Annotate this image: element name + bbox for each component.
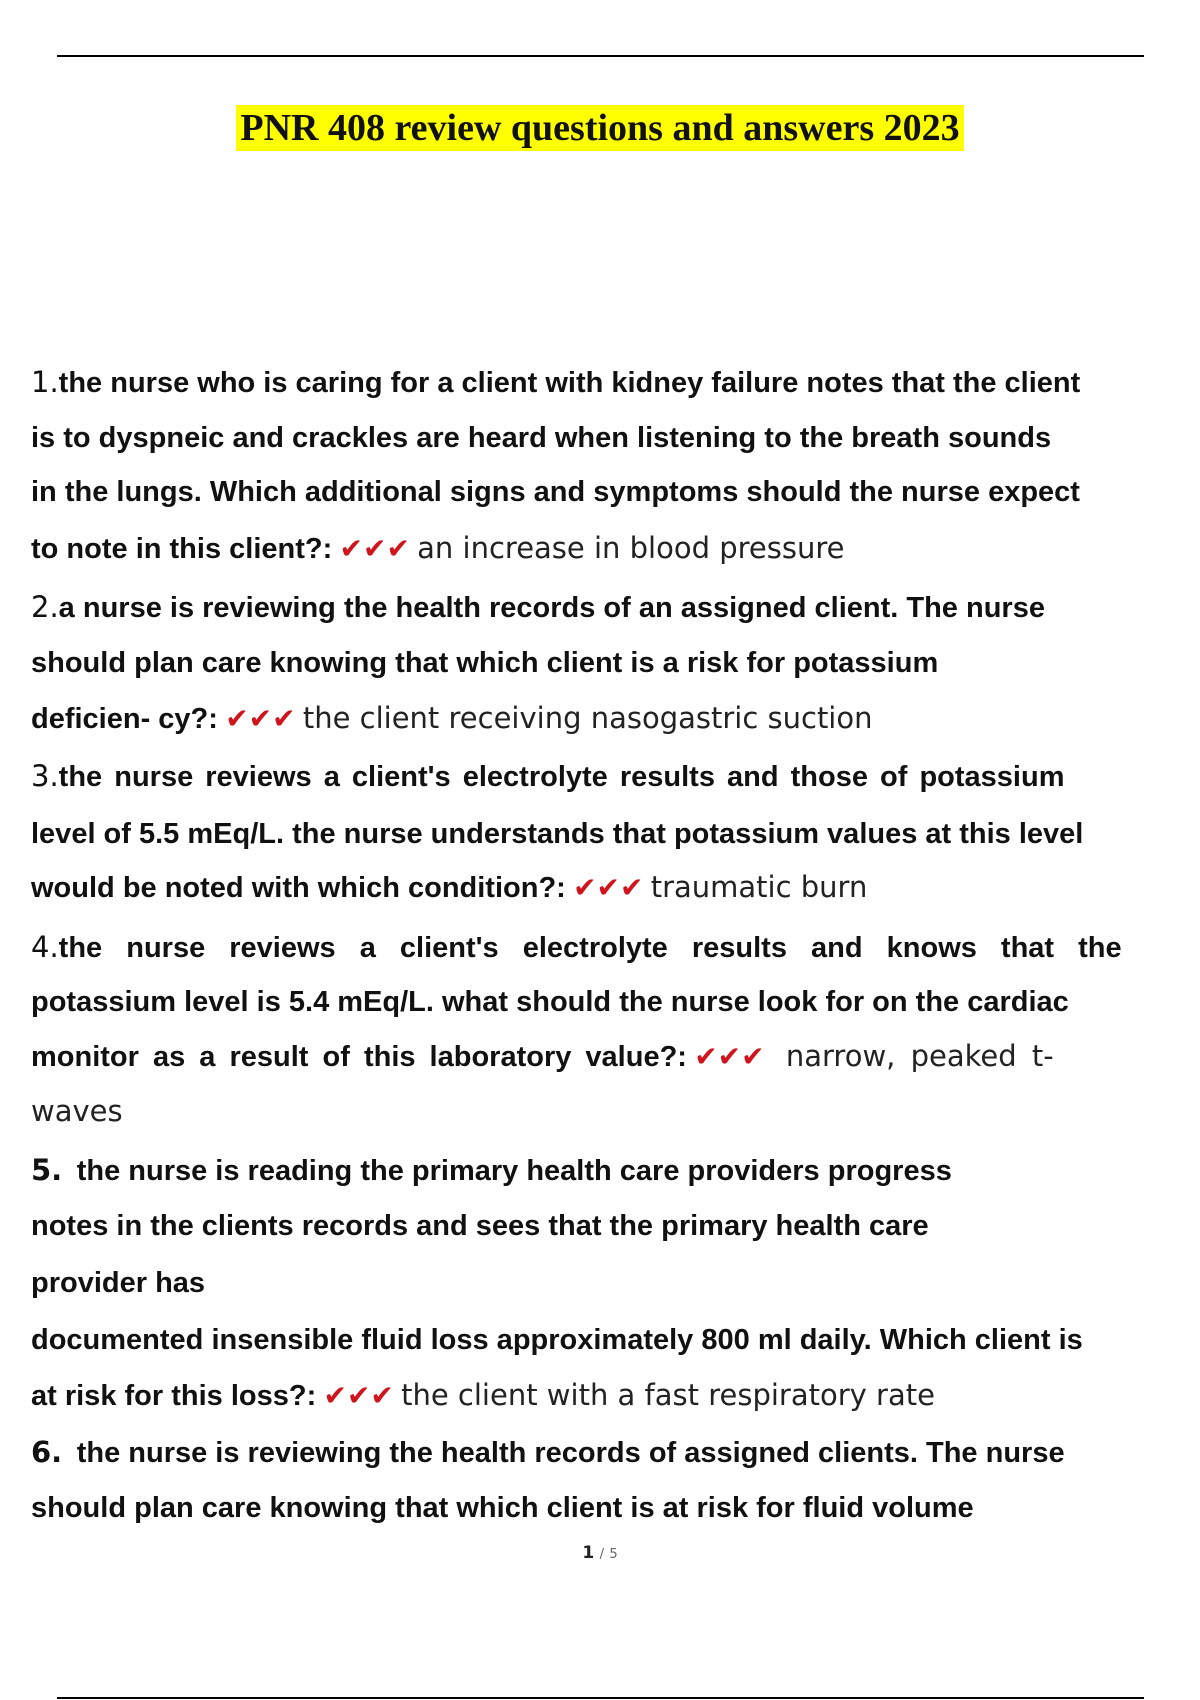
- current-page: 1: [582, 1543, 595, 1563]
- question-number: 2.: [31, 590, 59, 624]
- question-text: monitor as a result of this laboratory value?:: [31, 1041, 687, 1073]
- question-4: [31, 929, 1200, 1129]
- question-5: [31, 1152, 1200, 1422]
- answer-text: traumatic burn: [650, 870, 868, 904]
- checkmark-icon: ✔✔✔: [323, 1379, 394, 1412]
- question-text: the nurse reviews a client's electrolyte results and knows that the: [58, 932, 1122, 964]
- question-number: 4.: [31, 930, 59, 964]
- checkmark-icon: ✔✔✔: [694, 1040, 765, 1073]
- checkmark-icon: ✔✔✔: [225, 702, 296, 735]
- question-text: would be noted with which condition?:: [31, 872, 566, 904]
- question-number: 1.: [31, 365, 59, 399]
- question-text: the nurse is reviewing the health records of assigned clients. The nurse: [76, 1437, 1065, 1469]
- question-text: a nurse is reviewing the health records of an assigned client. The nurse: [58, 592, 1045, 624]
- total-pages: 5: [609, 1547, 618, 1562]
- question-text: level of 5.5 mEq/L. the nurse understands that potassium values at this level: [31, 818, 1084, 850]
- answer-text: narrow, peaked t-: [785, 1039, 1054, 1073]
- answer-text: the client with a fast respiratory rate: [401, 1378, 935, 1412]
- title-block: [0, 106, 1200, 150]
- question-3: [31, 758, 1200, 908]
- answer-text: waves: [31, 1094, 123, 1128]
- question-1: [31, 364, 1200, 574]
- answer-text: an increase in blood pressure: [417, 531, 845, 565]
- question-text: should plan care knowing that which client is at risk for fluid volume: [31, 1492, 974, 1524]
- question-text: is to dyspneic and crackles are heard when listening to the breath sounds: [31, 422, 1052, 454]
- top-rule: [57, 55, 1144, 57]
- question-text: the nurse reviews a client's electrolyte results and those of potassium: [58, 761, 1065, 793]
- question-text: at risk for this loss?:: [31, 1380, 317, 1412]
- question-number: 6.: [31, 1435, 63, 1469]
- checkmark-icon: ✔✔✔: [339, 532, 410, 565]
- question-text: in the lungs. Which additional signs and symptoms should the nurse expect: [31, 476, 1080, 508]
- question-text: should plan care knowing that which client is a risk for potassium: [31, 647, 939, 679]
- bottom-rule: [57, 1697, 1144, 1699]
- question-text: documented insensible fluid loss approximately 800 ml daily. Which client is: [31, 1324, 1083, 1356]
- question-text: deficien- cy?:: [31, 703, 218, 735]
- question-text: provider has: [31, 1267, 206, 1299]
- question-number: 5.: [31, 1153, 63, 1187]
- question-text: the nurse who is caring for a client with kidney failure notes that the client: [58, 367, 1081, 399]
- question-text: notes in the clients records and sees that the primary health care: [31, 1210, 929, 1242]
- question-6: [31, 1434, 1200, 1534]
- question-number: 3.: [31, 759, 59, 793]
- answer-text: the client receiving nasogastric suction: [302, 701, 873, 735]
- checkmark-icon: ✔✔✔: [573, 871, 644, 904]
- page-indicator: [0, 1543, 1200, 1563]
- document-title: PNR 408 review questions and answers 2023: [236, 105, 963, 151]
- question-text: potassium level is 5.4 mEq/L. what should the nurse look for on the cardiac: [31, 986, 1069, 1018]
- question-text: the nurse is reading the primary health care providers progress: [76, 1155, 952, 1187]
- page-separator: /: [599, 1547, 604, 1562]
- question-text: to note in this client?:: [31, 533, 333, 565]
- question-2: [31, 589, 1200, 739]
